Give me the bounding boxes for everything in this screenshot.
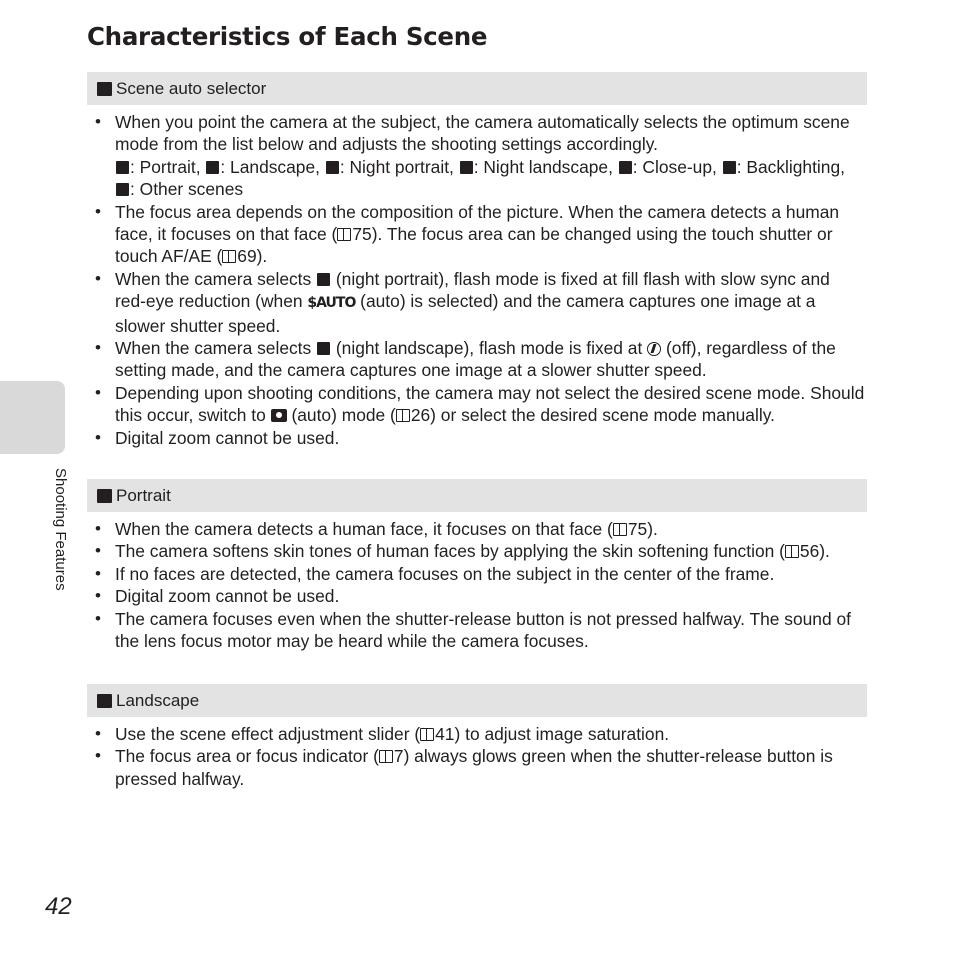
- section-title: Portrait: [116, 485, 171, 505]
- auto-mode-camera-icon: [271, 409, 287, 422]
- page-reference-icon: [222, 250, 236, 263]
- page-reference-icon: [337, 228, 351, 241]
- portrait-icon: [97, 489, 112, 503]
- section-header-landscape: [87, 684, 867, 717]
- other-scenes-icon: [116, 183, 129, 196]
- list-item: • Digital zoom cannot be used.: [95, 585, 865, 607]
- night-portrait-icon: [317, 273, 330, 286]
- list-item: • The focus area or focus indicator ( 7) always glows green when the shutter-release button is pressed halfway.: [95, 745, 865, 790]
- landscape-icon: [206, 161, 219, 174]
- night-portrait-icon: [326, 161, 339, 174]
- close-up-icon: [619, 161, 632, 174]
- list-item: • Digital zoom cannot be used.: [95, 427, 865, 449]
- page-title: Characteristics of Each Scene: [87, 22, 488, 51]
- portrait-list: [95, 518, 865, 652]
- page-number: 42: [45, 893, 72, 920]
- night-landscape-icon: [460, 161, 473, 174]
- section-header-portrait: [87, 479, 867, 512]
- flash-off-icon: [647, 342, 661, 356]
- page-reference-icon: [613, 523, 627, 536]
- landscape-list: [95, 723, 865, 790]
- night-landscape-icon: [317, 342, 330, 355]
- section-title: Scene auto selector: [116, 78, 267, 98]
- list-item: • When you point the camera at the subject, the camera automatically selects the optimum scene mode from the list below and adjusts the shooting settings accordingly. : Portrait, : Landscape, : Night portrait, : Night landscape, : Close-up, : Backlighting, : Other scenes: [95, 111, 865, 201]
- section-title: Landscape: [116, 690, 200, 710]
- scene-auto-icon: [97, 82, 112, 96]
- flash-auto-icon: $AUTO: [307, 295, 356, 312]
- list-item: • The camera softens skin tones of human faces by applying the skin softening function ( 56).: [95, 540, 865, 562]
- portrait-icon: [116, 161, 129, 174]
- list-item: • When the camera selects (night portrait), flash mode is fixed at fill flash with slow sync and red-eye reduction (when $AUTO (auto) is selected) and the camera captures one image at a slower shutter speed.: [95, 268, 865, 337]
- list-item: • Depending upon shooting conditions, the camera may not select the desired scene mode. Should this occur, switch to (auto) mode ( 26) or select the desired scene mode manually.: [95, 382, 865, 427]
- page-reference-icon: [785, 545, 799, 558]
- page-reference-icon: [420, 728, 434, 741]
- scene-auto-list: [95, 111, 865, 449]
- list-item: • The camera focuses even when the shutter-release button is not pressed halfway. The sound of the lens focus motor may be heard while the camera focuses.: [95, 608, 865, 653]
- backlighting-icon: [723, 161, 736, 174]
- list-item: • If no faces are detected, the camera focuses on the subject in the center of the frame.: [95, 563, 865, 585]
- landscape-icon: [97, 694, 112, 708]
- page-reference-icon: [396, 409, 410, 422]
- chapter-label: Shooting Features: [52, 468, 69, 591]
- list-item: • When the camera detects a human face, it focuses on that face ( 75).: [95, 518, 865, 540]
- list-item: • When the camera selects (night landscape), flash mode is fixed at (off), regardless of the setting made, and the camera captures one image at a slower shutter speed.: [95, 337, 865, 382]
- list-item: • The focus area depends on the composition of the picture. When the camera detects a human face, it focuses on that face ( 75). The focus area can be changed using the touch shutter or touch AF/AE ( 69).: [95, 201, 865, 268]
- chapter-tab: [0, 381, 65, 454]
- page-reference-icon: [379, 750, 393, 763]
- list-item: • Use the scene effect adjustment slider ( 41) to adjust image saturation.: [95, 723, 865, 745]
- section-header-scene-auto: [87, 72, 867, 105]
